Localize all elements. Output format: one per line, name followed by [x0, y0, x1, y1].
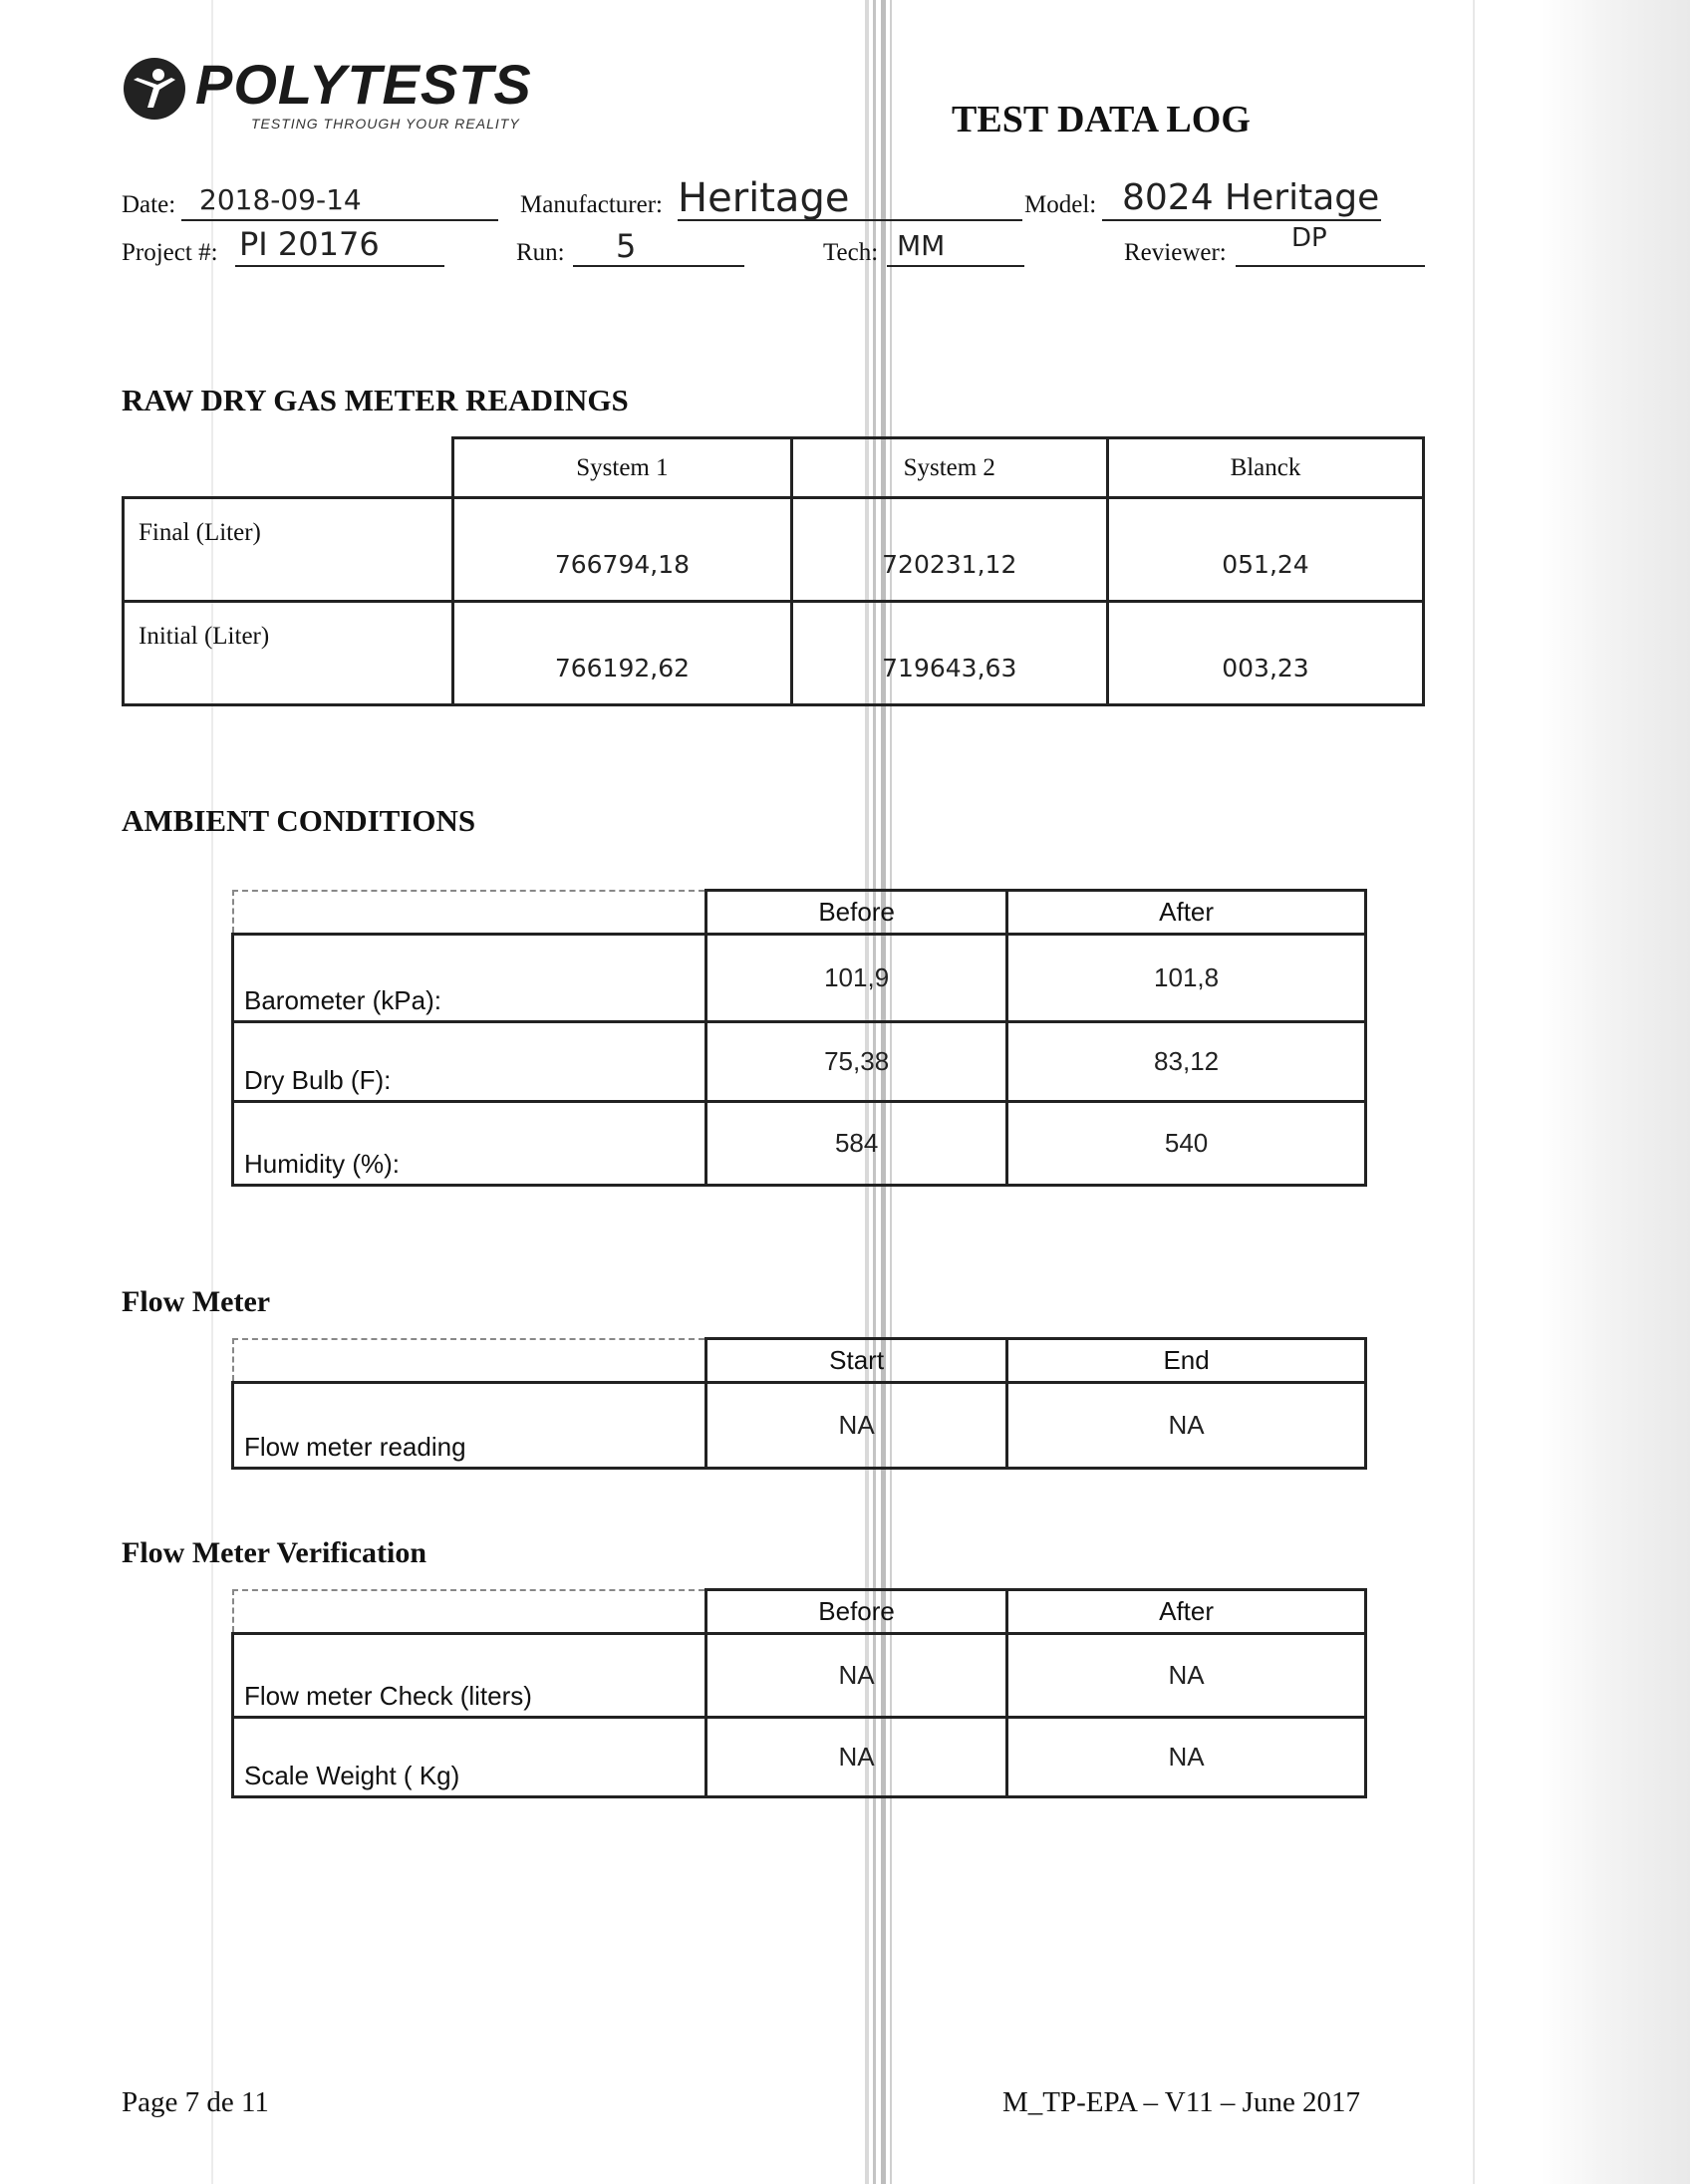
manufacturer-value: Heritage [678, 175, 850, 221]
scan-streak [211, 0, 213, 2184]
final-blanck-value: 051,24 [1107, 498, 1423, 602]
table-row [124, 498, 1424, 602]
table-row [233, 1102, 1366, 1186]
table-row [233, 1022, 1366, 1102]
humidity-before-value: 584 [706, 1102, 1007, 1186]
raw-dry-gas-table [122, 436, 1425, 706]
table-corner [233, 891, 706, 935]
model-value: 8024 Heritage [1122, 177, 1380, 218]
raw-dry-gas-title: RAW DRY GAS METER READINGS [122, 383, 629, 417]
table-corner [233, 1590, 706, 1634]
run-underline [573, 265, 744, 267]
page-number: Page 7 de 11 [122, 2086, 269, 2118]
barometer-after-value: 101,8 [1007, 935, 1366, 1022]
date-underline [181, 219, 498, 221]
date-value: 2018-09-14 [199, 183, 362, 216]
scale-weight-before-value: NA [706, 1718, 1007, 1797]
model-label: Model: [1024, 191, 1097, 218]
flow-meter-start-value: NA [706, 1383, 1007, 1469]
flow-meter-end-value: NA [1007, 1383, 1366, 1469]
document-title: TEST DATA LOG [952, 99, 1251, 140]
tech-underline [887, 265, 1024, 267]
column-header-system-2: System 2 [791, 438, 1107, 498]
company-tagline: TESTING THROUGH YOUR REALITY [251, 116, 520, 132]
table-row [233, 935, 1366, 1022]
project-label: Project #: [122, 239, 218, 266]
initial-system-1-value: 766192,62 [453, 602, 791, 705]
flow-meter-check-after-value: NA [1007, 1634, 1366, 1718]
column-header-before: Before [706, 891, 1007, 935]
scan-streak [1473, 0, 1475, 2184]
column-header-after: After [1007, 1590, 1366, 1634]
row-label-dry-bulb: Dry Bulb (F): [233, 1022, 706, 1102]
column-header-end: End [1007, 1339, 1366, 1383]
final-system-1-value: 766794,18 [453, 498, 791, 602]
reviewer-value: DP [1291, 223, 1327, 253]
run-label: Run: [516, 239, 565, 266]
dry-bulb-after-value: 83,12 [1007, 1022, 1366, 1102]
project-value: PI 20176 [239, 225, 380, 263]
table-row [233, 1383, 1366, 1469]
table-row [233, 1718, 1366, 1797]
final-system-2-value: 720231,12 [791, 498, 1107, 602]
row-label-initial: Initial (Liter) [124, 602, 453, 705]
scale-weight-after-value: NA [1007, 1718, 1366, 1797]
company-name: POLYTESTS [195, 53, 532, 116]
ambient-conditions-table [231, 889, 1367, 1187]
column-header-start: Start [706, 1339, 1007, 1383]
barometer-before-value: 101,9 [706, 935, 1007, 1022]
page-edge-shadow [1541, 0, 1690, 2184]
reviewer-label: Reviewer: [1124, 239, 1227, 266]
column-header-system-1: System 1 [453, 438, 791, 498]
column-header-blanck: Blanck [1107, 438, 1423, 498]
column-header-before: Before [706, 1590, 1007, 1634]
document-reference: M_TP-EPA – V11 – June 2017 [1002, 2086, 1361, 2118]
date-label: Date: [122, 191, 176, 218]
tech-label: Tech: [823, 239, 879, 266]
row-label-flow-meter-check: Flow meter Check (liters) [233, 1634, 706, 1718]
flow-meter-verification-table [231, 1588, 1367, 1798]
flow-meter-table [231, 1337, 1367, 1470]
initial-blanck-value: 003,23 [1107, 602, 1423, 705]
humidity-after-value: 540 [1007, 1102, 1366, 1186]
project-underline [235, 265, 444, 267]
ambient-conditions-title: AMBIENT CONDITIONS [122, 803, 476, 838]
initial-system-2-value: 719643,63 [791, 602, 1107, 705]
row-label-final: Final (Liter) [124, 498, 453, 602]
flow-meter-verification-title: Flow Meter Verification [122, 1536, 427, 1569]
reviewer-underline [1236, 265, 1425, 267]
column-header-after: After [1007, 891, 1366, 935]
table-row [233, 1634, 1366, 1718]
row-label-barometer: Barometer (kPa): [233, 935, 706, 1022]
row-label-scale-weight: Scale Weight ( Kg) [233, 1718, 706, 1797]
flow-meter-title: Flow Meter [122, 1285, 271, 1318]
company-logo-icon [124, 58, 185, 120]
row-label-humidity: Humidity (%): [233, 1102, 706, 1186]
row-label-flow-meter-reading: Flow meter reading [233, 1383, 706, 1469]
tech-value: MM [897, 229, 946, 262]
flow-meter-check-before-value: NA [706, 1634, 1007, 1718]
dry-bulb-before-value: 75,38 [706, 1022, 1007, 1102]
manufacturer-label: Manufacturer: [520, 191, 663, 218]
model-underline [1102, 219, 1381, 221]
run-value: 5 [616, 227, 637, 265]
table-row [124, 602, 1424, 705]
table-corner [233, 1339, 706, 1383]
table-corner [124, 438, 453, 498]
